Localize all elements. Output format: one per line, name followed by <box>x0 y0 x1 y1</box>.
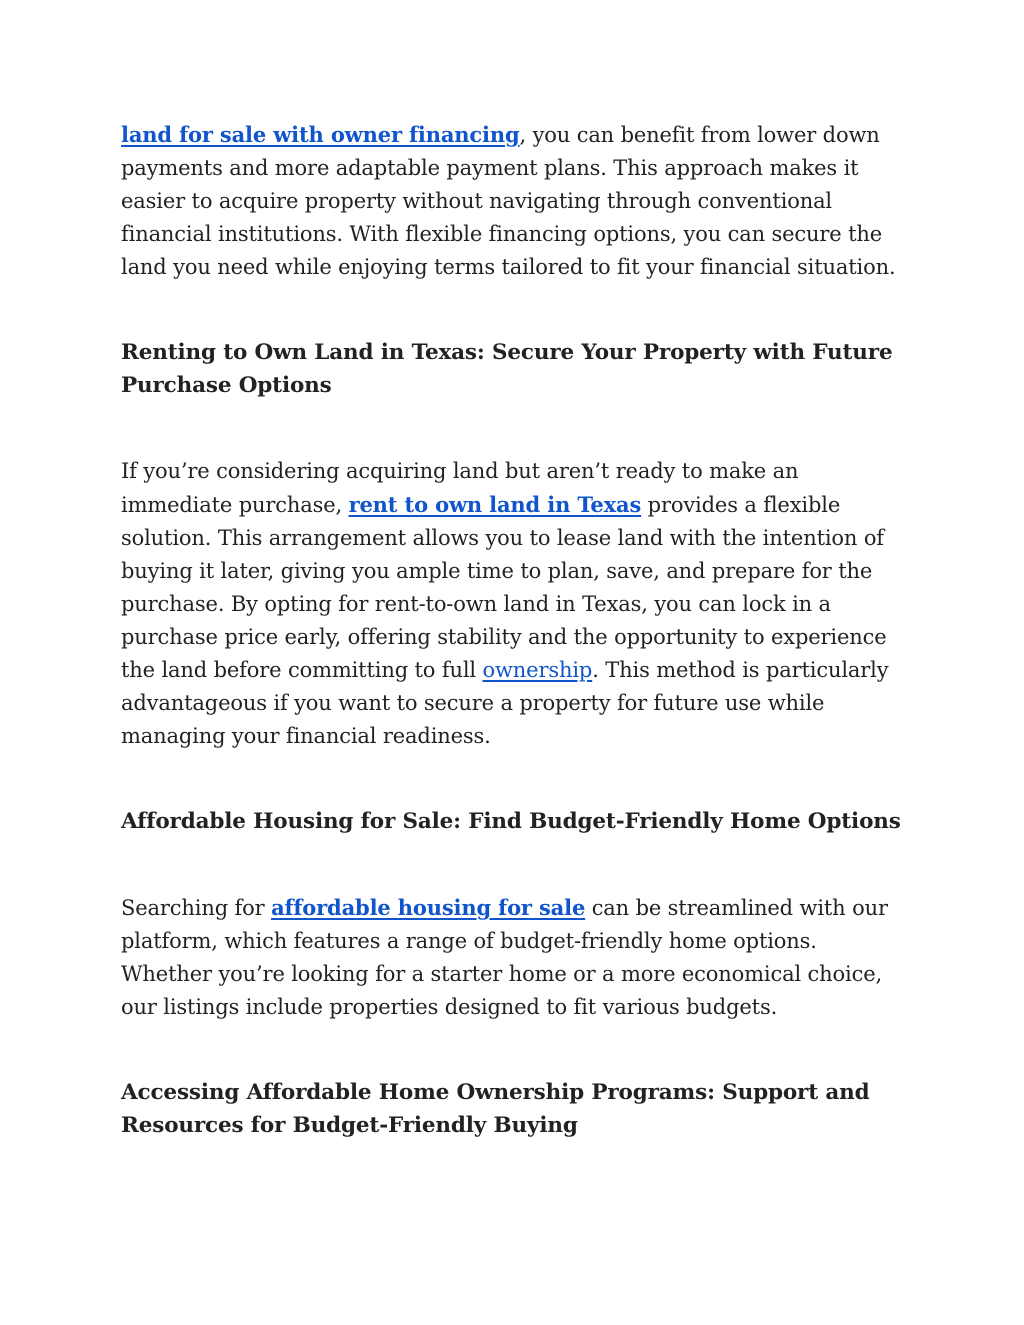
spacer <box>121 753 906 805</box>
paragraph-text: If you’re considering acquiring land but aren’t ready to make an immediate purchase, <box>121 459 799 517</box>
paragraph-text: . This method is particularly advantageous if you want to secure a property for future use while managing your financial readiness. <box>121 658 889 748</box>
heading-renting-to-own: Renting to Own Land in Texas: Secure Your Property with Future Purchase Options <box>121 340 893 398</box>
link-ownership[interactable]: ownership <box>482 658 593 682</box>
paragraph-text: provides a flexible solution. This arrangement allows you to lease land with the intention of buying it later, giving you ample time to plan, save, and prepare for the purchase. By opting for rent-to-own land in Texas, you can lock in a purchase price early, offering stability and the opportunity to experience the land before committing to full <box>121 493 887 682</box>
document-page <box>121 118 906 1142</box>
heading-affordable-housing: Affordable Housing for Sale: Find Budget-Friendly Home Options <box>121 809 901 834</box>
paragraph-owner-financing <box>121 118 906 284</box>
spacer <box>121 402 906 455</box>
link-land-for-sale-owner-financing[interactable]: land for sale with owner financing <box>121 122 520 147</box>
spacer <box>121 284 906 336</box>
paragraph-text: can be streamlined with our platform, which features a range of budget-friendly home options. Whether you’re looking for a starter home or a more economical choice, our listings include properties designed to fit various budgets. <box>121 896 888 1019</box>
spacer <box>121 1024 906 1076</box>
paragraph-text: , you can benefit from lower down payments and more adaptable payment plans. This approach makes it easier to acquire property without navigating through conventional financial institutions. With flexible financing options, you can secure the land you need while enjoying terms tailored to fit your financial situation. <box>121 123 896 279</box>
spacer <box>121 838 906 891</box>
paragraph-rent-to-own <box>121 455 906 753</box>
link-rent-to-own-land-texas[interactable]: rent to own land in Texas <box>348 492 642 517</box>
paragraph-text: Searching for <box>121 896 272 920</box>
heading-home-ownership-programs: Accessing Affordable Home Ownership Programs: Support and Resources for Budget-Friendly Buying <box>121 1080 870 1138</box>
paragraph-affordable-housing <box>121 891 906 1024</box>
link-affordable-housing-for-sale[interactable]: affordable housing for sale <box>271 895 586 920</box>
